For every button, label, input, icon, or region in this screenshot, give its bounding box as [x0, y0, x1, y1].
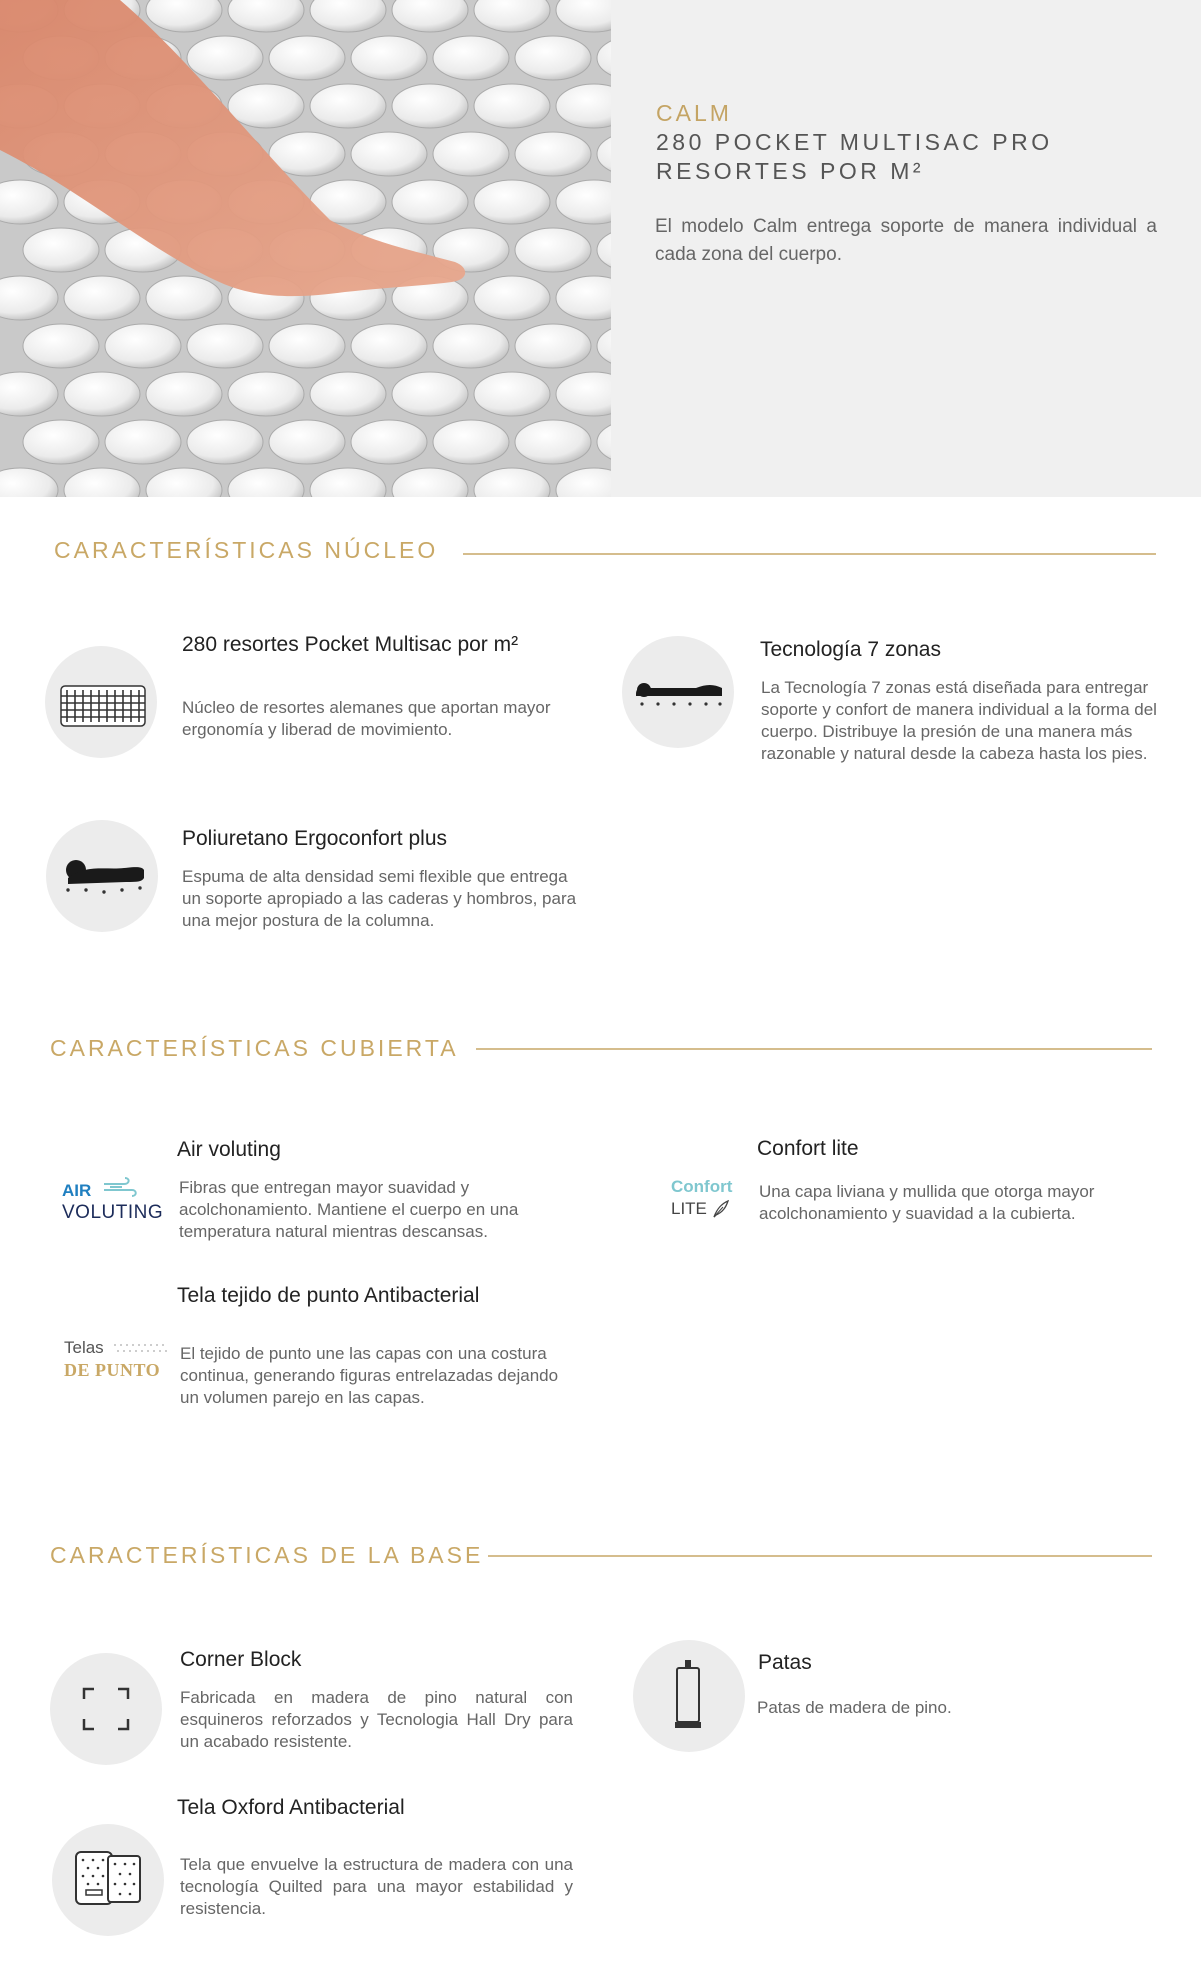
confort-lite-logo — [671, 1175, 771, 1225]
section-title-cover: CARACTERÍSTICAS CUBIERTA — [50, 1035, 459, 1061]
section-title-core: CARACTERÍSTICAS NÚCLEO — [54, 537, 439, 563]
feature-title-corner-block: Corner Block — [180, 1648, 302, 1671]
feather-icon — [711, 1199, 731, 1219]
hero-image-pocket-springs — [0, 0, 611, 497]
feature-desc-air-voluting: Fibras que entregan mayor suavidad y acolchonamiento. Mantiene el cuerpo en una temperatura natural mientras descansas. — [179, 1178, 519, 1241]
corner-block-icon — [50, 1653, 162, 1765]
product-title: 280 POCKET MULTISAC PRO RESORTES POR M² — [656, 129, 1053, 184]
body-foam-icon — [46, 820, 158, 932]
fabric-icon — [52, 1824, 164, 1936]
product-description: El modelo Calm entrega soporte de manera individual a cada zona del cuerpo. — [655, 216, 1157, 265]
confort-logo-text: Confort — [671, 1177, 733, 1196]
springs-icon — [45, 646, 157, 758]
feature-desc-legs: Patas de madera de pino. — [757, 1698, 952, 1717]
air-voluting-logo — [62, 1175, 172, 1235]
feature-desc-confort-lite: Una capa liviana y mullida que otorga mayor acolchonamiento y suavidad a la cubierta. — [759, 1182, 1095, 1223]
feature-title-oxford-fabric: Tela Oxford Antibacterial — [177, 1796, 405, 1819]
feature-title-air-voluting: Air voluting — [177, 1138, 281, 1161]
feature-desc-springs: Núcleo de resortes alemanes que aportan mayor ergonomía y liberad de movimiento. — [182, 698, 551, 739]
section-divider-base — [488, 1555, 1152, 1557]
feature-desc-foam: Espuma de alta densidad semi flexible que entrega un soporte apropiado a las caderas y hombros, para una mejor postura de la columna. — [182, 867, 577, 930]
section-divider-cover — [476, 1048, 1152, 1050]
air-wave-icon — [102, 1177, 138, 1199]
telas-logo-text: Telas — [64, 1338, 104, 1357]
feature-title-knit-fabric: Tela tejido de punto Antibacterial — [177, 1284, 480, 1307]
feature-title-confort-lite: Confort lite — [757, 1137, 859, 1160]
spring-pattern-illustration — [0, 0, 611, 497]
air-logo-text: AIR — [62, 1181, 92, 1200]
product-name: CALM — [656, 100, 732, 126]
section-divider-core — [463, 553, 1156, 555]
feature-title-springs: 280 resortes Pocket Multisac por m² — [182, 633, 519, 656]
de-punto-logo-text: DE PUNTO — [64, 1360, 161, 1380]
feature-title-foam: Poliuretano Ergoconfort plus — [182, 827, 447, 850]
feature-title-legs: Patas — [758, 1651, 812, 1674]
voluting-logo-text: VOLUTING — [62, 1202, 164, 1223]
feature-desc-seven-zones: La Tecnología 7 zonas está diseñada para entregar soporte y confort de manera individual a la forma del cuerpo. Distribuye la presión de una manera más razonable y natural desde la cabeza hasta los pies. — [761, 678, 1157, 763]
feature-desc-oxford-fabric: Tela que envuelve la estructura de madera con una tecnología Quilted para una mayor estabilidad y resistencia. — [180, 1855, 573, 1918]
section-title-base: CARACTERÍSTICAS DE LA BASE — [50, 1542, 484, 1568]
feature-desc-knit-fabric: El tejido de punto une las capas con una costura continua, generando figuras entrelazadas dejando un volumen parejo en las capas. — [180, 1344, 559, 1407]
lite-logo-text: LITE — [671, 1199, 707, 1218]
feature-title-seven-zones: Tecnología 7 zonas — [760, 638, 941, 661]
knit-pattern-icon — [112, 1342, 168, 1356]
leg-icon — [633, 1640, 745, 1752]
feature-desc-corner-block: Fabricada en madera de pino natural con esquineros reforzados y Tecnologia Hall Dry para un acabado resistente. — [180, 1688, 573, 1751]
seven-zones-icon — [622, 636, 734, 748]
telas-de-punto-logo — [64, 1338, 174, 1388]
